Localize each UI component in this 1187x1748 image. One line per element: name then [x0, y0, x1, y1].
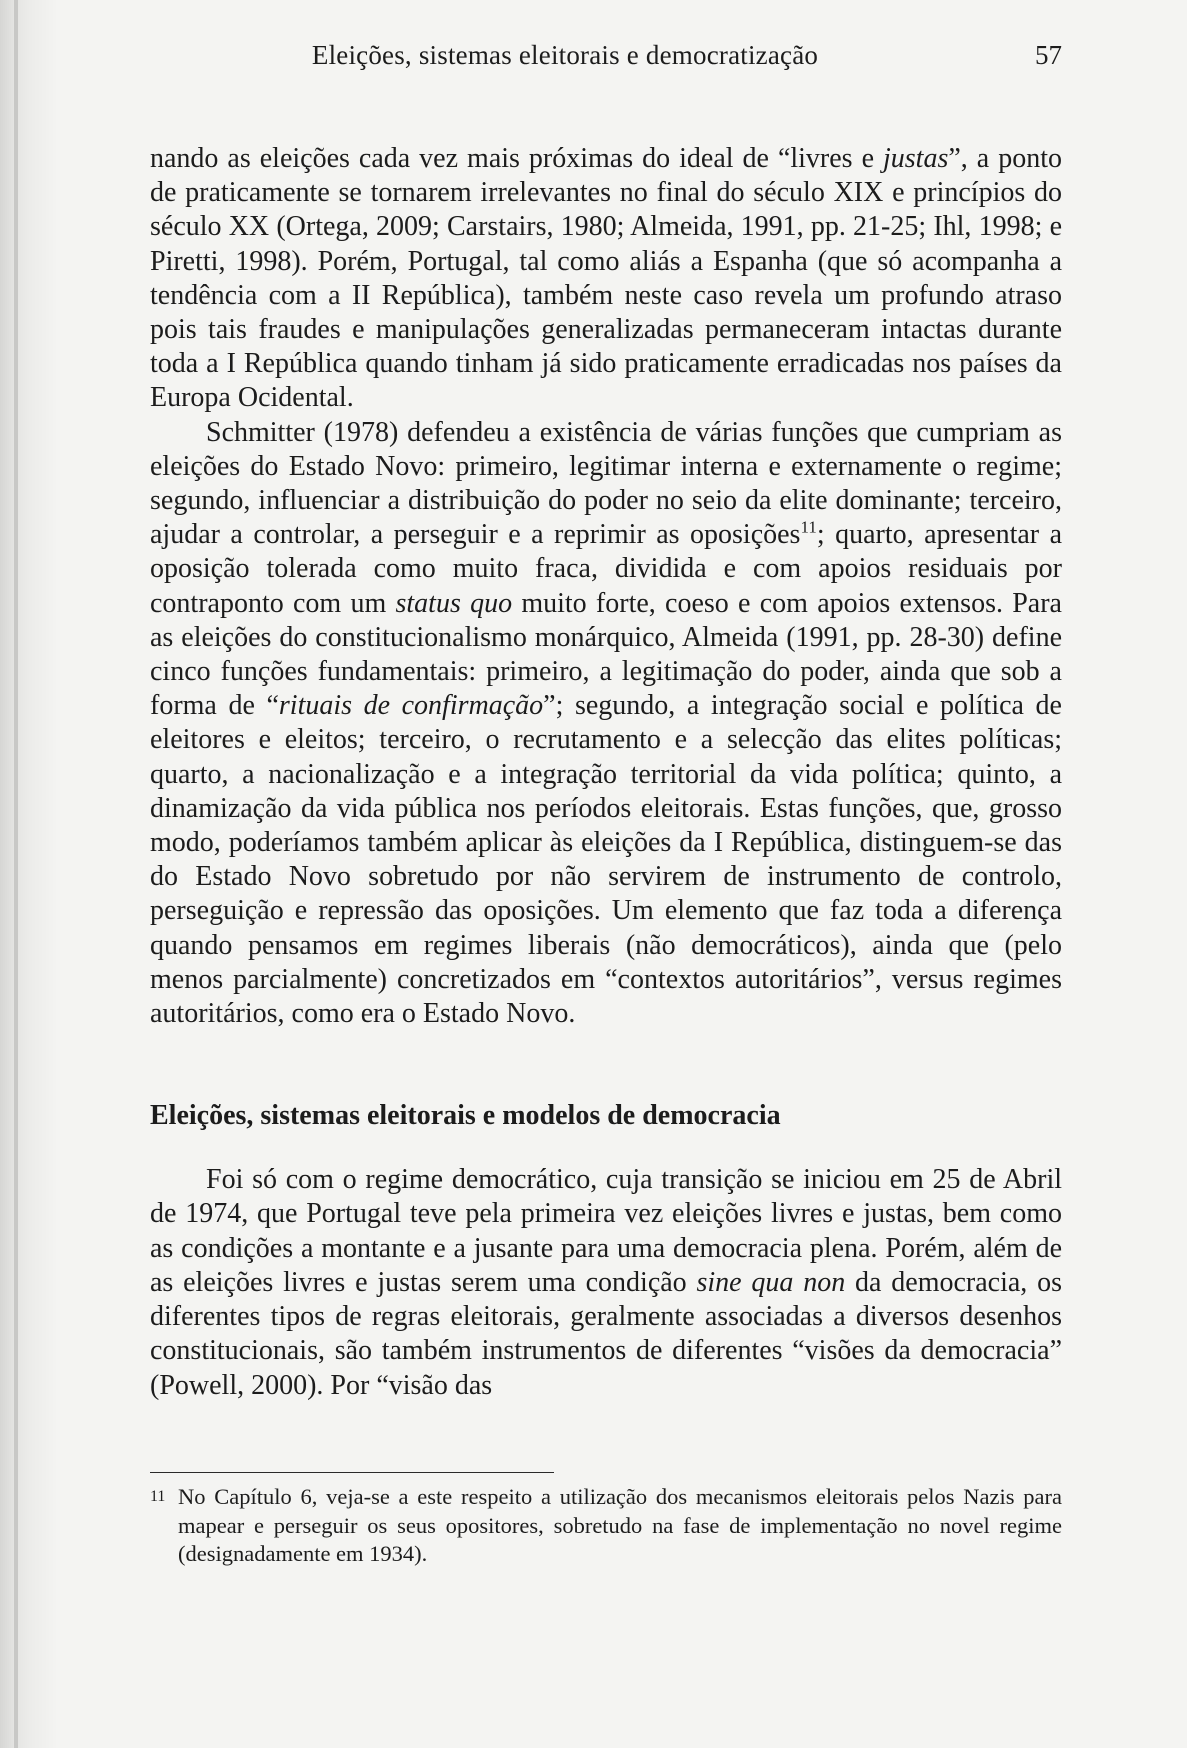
page-number: 57 — [1035, 40, 1062, 70]
footnote-separator — [150, 1472, 554, 1473]
footnote-text: No Capítulo 6, veja-se a este respeito a utilização dos mecanismos eleitorais pelos Nazis para mapear e perseguir os seus opositores, sobretudo na fase de implementação no novel regime (designadamente em 1934). — [178, 1484, 1062, 1566]
text-run: Foi só com o regime democrático, cuja transição se iniciou em 25 de Abril de 1974, que Portugal teve pela primeira vez eleições livres e justas, bem como as condições a montante e a jusante para uma democracia plena. Porém, além de as eleições livres e justas serem uma condição — [150, 1164, 1062, 1298]
footnote-reference[interactable]: 11 — [800, 517, 817, 537]
footnote — [150, 1483, 1062, 1569]
text-run: nando as eleições cada vez mais próximas do ideal de “livres e — [150, 143, 883, 174]
text-run: da democracia, os diferentes tipos de regras eleitorais, geralmente associadas a diversos desenhos constitucionais, são também instrumentos de diferentes “visões da democracia” (Powell, 2000). Por “visão das — [150, 1266, 1063, 1401]
running-header — [150, 40, 1062, 80]
text-run: ”, a ponto de praticamente se tornarem irrelevantes no final do século XIX e princípios do século XX (Ortega, 2009; Carstairs, 1980; Almeida, 1991, pp. 21-25; Ihl, 1998; e Piretti, 1998). Porém, Portugal, tal como aliás a Espanha (que só acompanha a tendência com a II República), também neste caso revela um profundo atraso pois tais fraudes e manipulações generalizadas permaneceram intactas durante toda a I República quando tinham já sido praticamente erradicadas nos países da Europa Ocidental. — [150, 143, 1062, 414]
text-run: ”; segundo, a integração social e política de eleitores e eleitos; terceiro, o recrutamento e a selecção das elites políticas; quarto, a nacionalização e a integração territorial da vida política; quinto, a dinamização da vida pública nos períodos eleitorais. Estas funções, que, grosso modo, poderíamos também aplicar às eleições da I República, distinguem-se das do Estado Novo sobretudo por não servirem de instrumento de controlo, perseguição e repressão das oposições. Um elemento que faz toda a diferença quando pensamos em regimes liberais (não democráticos), ainda que (pelo menos parcialmente) concretizados em “contextos autoritários”, versus regimes autoritários, como era o Estado Novo. — [150, 690, 1062, 1030]
page-binding-shadow — [0, 0, 58, 1748]
text-run: ; quarto, apresentar a oposição tolerada como muito fraca, dividida e com apoios residuais por contraponto com um — [150, 519, 1062, 619]
italic-text: status quo — [395, 587, 513, 619]
italic-text: rituais de confirmação — [278, 690, 544, 722]
running-title: Eleições, sistemas eleitorais e democratização — [311, 40, 819, 70]
paragraph — [150, 142, 1062, 416]
main-text — [150, 142, 1062, 1403]
paragraph — [150, 416, 1062, 1032]
page-binding-edge — [14, 0, 18, 1748]
footnote-number: 11 — [150, 1488, 166, 1505]
italic-text: sine qua non — [696, 1266, 846, 1298]
section-heading: Eleições, sistemas eleitorais e modelos de democracia — [150, 1100, 781, 1132]
text-run: muito forte, coeso e com apoios extensos. Para as eleições do constitucionalismo monárquico, Almeida (1991, pp. 28-30) define cinco funções fundamentais: primeiro, a legitimação do poder, ainda que sob a forma de “ — [150, 587, 1062, 722]
text-run: Schmitter (1978) defendeu a existência de várias funções que cumpriam as eleições do Estado Novo: primeiro, legitimar interna e externamente o regime; segundo, influenciar a distribuição do poder no seio da elite dominante; terceiro, ajudar a controlar, a perseguir e a reprimir as oposições — [150, 416, 1062, 551]
paragraph — [150, 1163, 1062, 1402]
italic-text: justas — [883, 143, 949, 174]
